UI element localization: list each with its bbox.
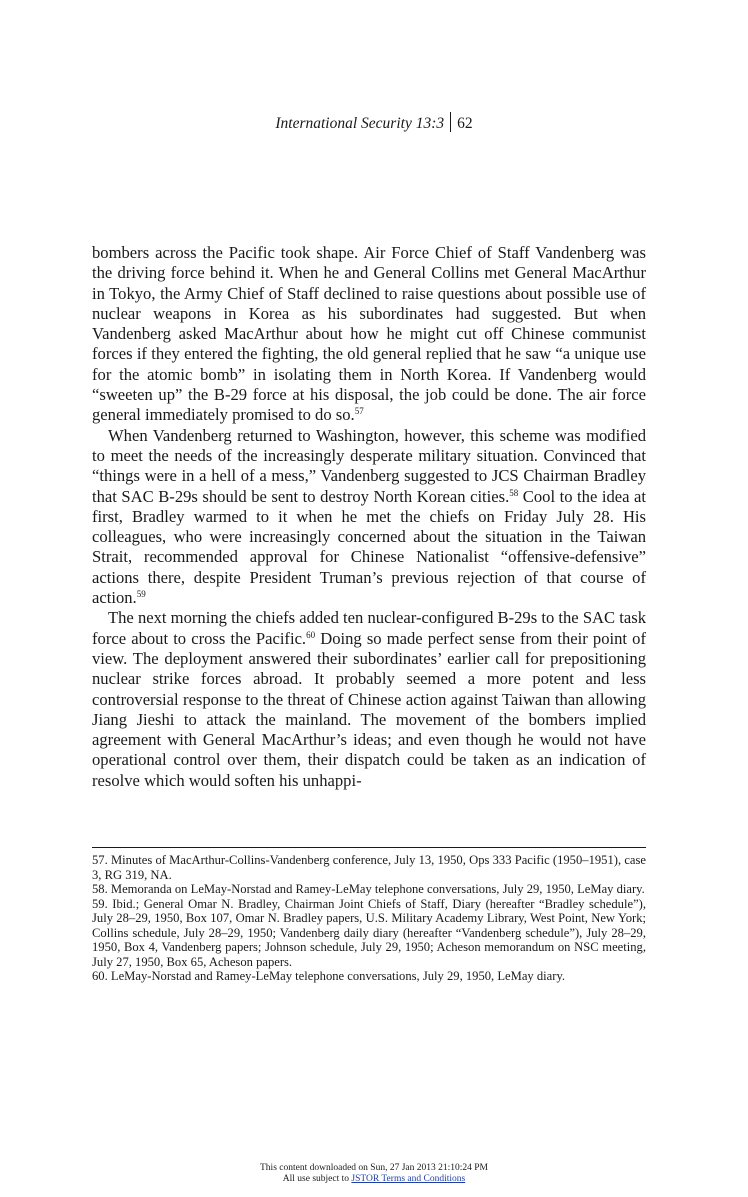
paragraph-text: The next morning the chiefs added ten nuclear-configured B-29s to the SAC task force about to cross the Pacific.	[92, 608, 646, 648]
main-body-text	[92, 243, 646, 791]
body-paragraph	[92, 243, 646, 426]
header-divider	[450, 112, 451, 132]
journal-title: International Security 13:3	[275, 115, 445, 132]
footnotes	[92, 853, 646, 984]
body-paragraph	[92, 608, 646, 791]
footnote: 58. Memoranda on LeMay-Norstad and Ramey-LeMay telephone conversations, July 29, 1950, LeMay diary.	[92, 882, 645, 896]
jstor-footer	[0, 1163, 748, 1184]
paragraph-text: Cool to the idea at first, Bradley warmed to it when he met the chiefs on Friday July 28. His colleagues, who were increasingly concerned about the situation in the Taiwan Strait, recommended approval for Chinese Nationalist “offensive-defensive” actions there, despite President Truman’s previous rejection of that course of action.	[92, 486, 646, 608]
footnote-divider	[92, 847, 646, 848]
footnote: 59. Ibid.; General Omar N. Bradley, Chairman Joint Chiefs of Staff, Diary (hereafter “Bradley schedule”), July 28–29, 1950, Box 107, Omar N. Bradley papers, U.S. Military Academy Library, West Point, New York; Collins schedule, July 28–29, 1950; Vandenberg daily diary (hereafter “Vandenberg schedule”), July 28–29, 1950, Box 4, Vandenberg papers; Johnson schedule, July 29, 1950; Acheson memorandum on NSC meeting, July 27, 1950, Box 65, Acheson papers.	[92, 896, 646, 969]
footnote: 60. LeMay-Norstad and Ramey-LeMay telephone conversations, July 29, 1950, LeMay diary.	[92, 969, 566, 983]
footnote: 57. Minutes of MacArthur-Collins-Vandenberg conference, July 13, 1950, Ops 333 Pacific (1950–1951), case 3, RG 319, NA.	[92, 853, 646, 882]
download-notice: This content downloaded on Sun, 27 Jan 2013 21:10:24 PM	[260, 1163, 488, 1173]
paragraph-text: When Vandenberg returned to Washington, however, this scheme was modified to meet the needs of the increasingly desperate military situation. Convinced that “things were in a hell of a mess,” Vandenberg suggested to JCS Chairman Bradley that SAC B-29s should be sent to destroy North Korean cities.	[92, 425, 646, 506]
footnote-reference: 58	[509, 487, 519, 498]
terms-prefix: All use subject to	[282, 1173, 352, 1184]
paragraph-text: bombers across the Pacific took shape. Air Force Chief of Staff Vandenberg was the driving force behind it. When he and General Collins met General MacArthur in Tokyo, the Army Chief of Staff declined to raise questions about possible use of nuclear weapons in Korea as his subordinates had suggested. But when Vandenberg asked MacArthur about how he might cut off Chinese communist forces if they entered the fighting, the old general replied that he saw “a unique use for the atomic bomb” in isolating them in North Korea. If Vandenberg would “sweeten up” the B-29 force at his disposal, the job could be done. The air force general immediately promised to do so.	[92, 243, 646, 425]
footnote-reference: 60	[306, 629, 316, 640]
jstor-terms-link[interactable]: JSTOR Terms and Conditions	[351, 1173, 466, 1184]
footnote-reference: 57	[354, 406, 364, 417]
footnote-reference: 59	[136, 589, 146, 600]
page-number: 62	[457, 115, 473, 132]
terms-notice	[0, 1174, 748, 1185]
body-paragraph	[92, 426, 646, 609]
running-header	[0, 112, 748, 133]
paragraph-text: Doing so made perfect sense from their point of view. The deployment answered their subordinates’ earlier call for prepositioning nuclear strike forces abroad. It probably seemed a more potent and less controversial response to the threat of Chinese action against Taiwan than allowing Jiang Jieshi to attack the mainland. The movement of the bombers implied agreement with General MacArthur’s ideas; and even though he would not have operational control over them, their dispatch could be taken as an indication of resolve which would soften his unhappi-	[92, 628, 646, 790]
